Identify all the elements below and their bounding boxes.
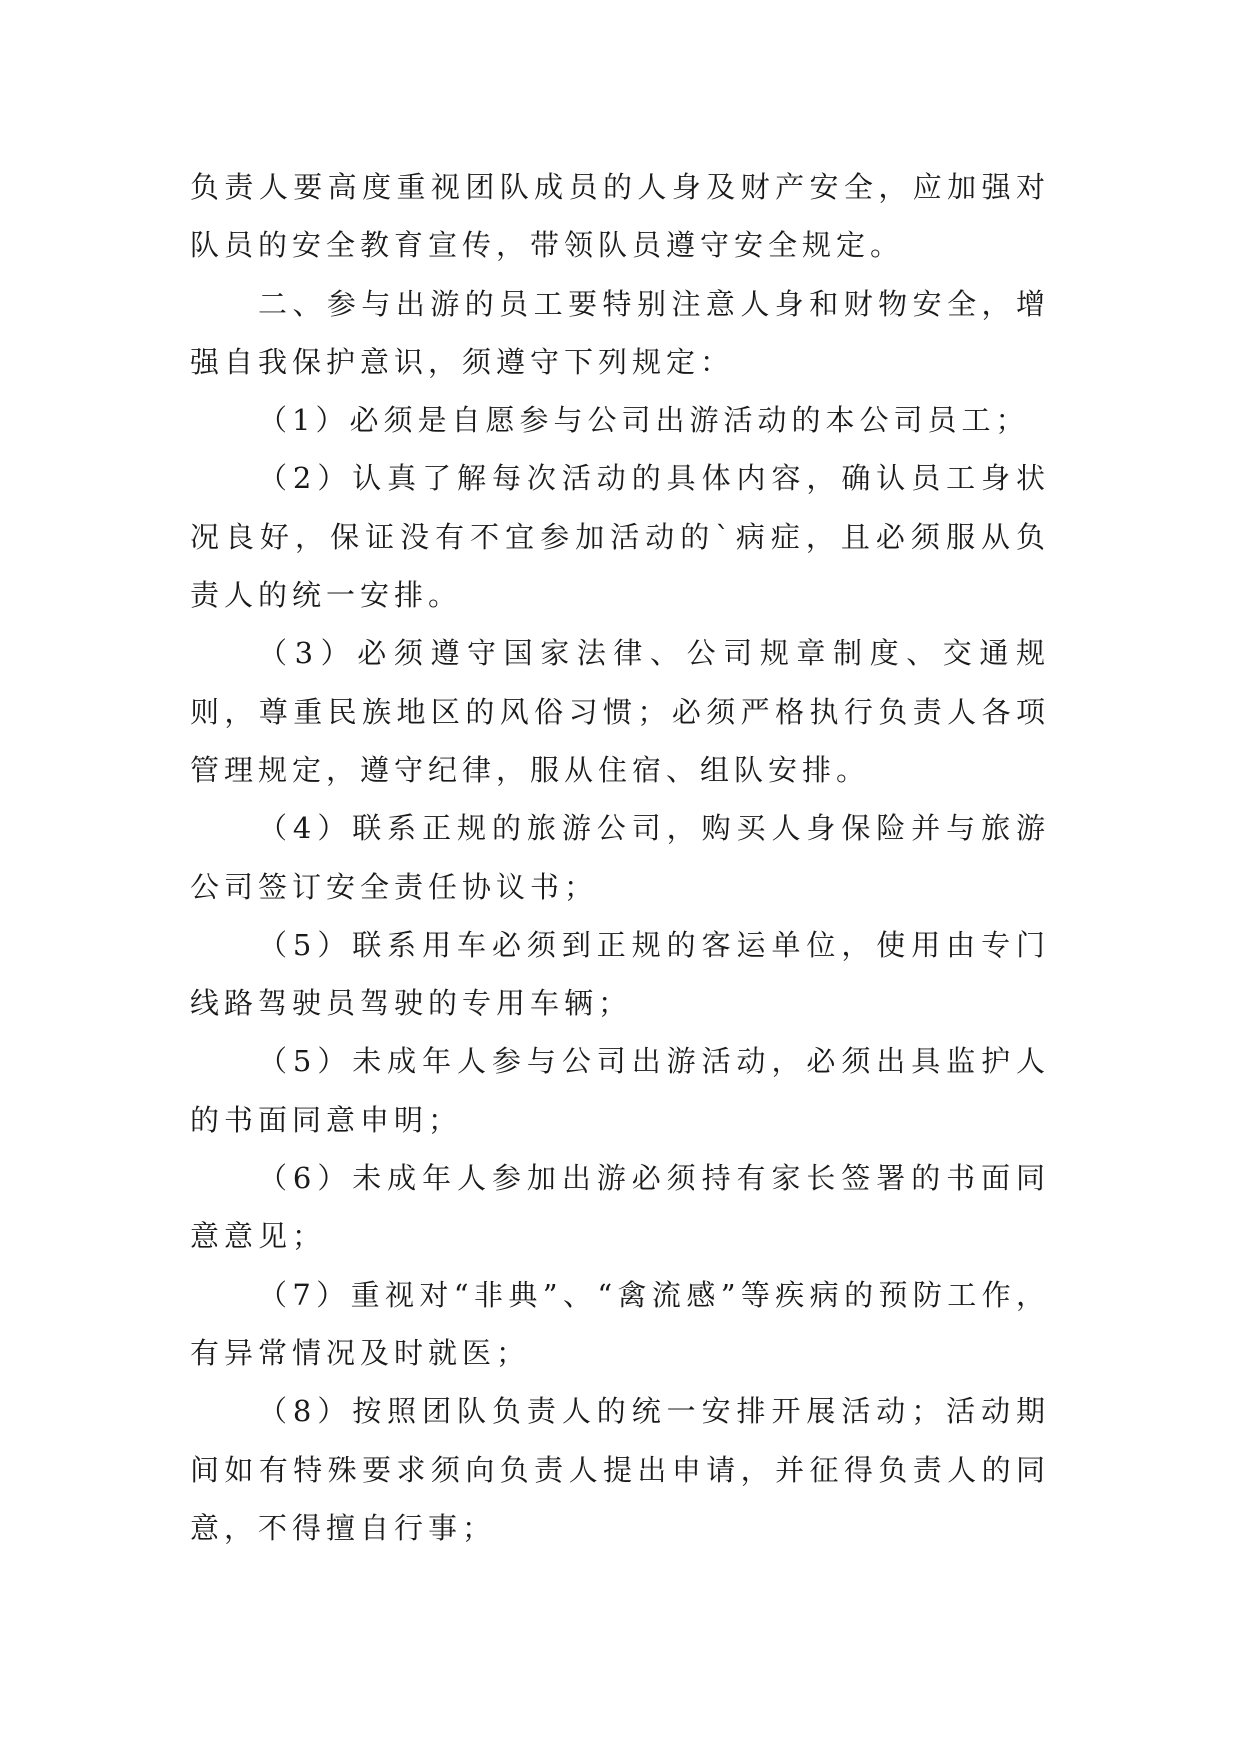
list-item-5b: （5）未成年人参与公司出游活动，必须出具监护人的书面同意申明； <box>190 1044 1050 1137</box>
list-item-3: （3）必须遵守国家法律、公司规章制度、交通规则，尊重民族地区的风俗习惯；必须严格执行负责人各项管理规定，遵守纪律，服从住宿、组队安排。 <box>190 636 1050 787</box>
list-item-2: （2）认真了解每次活动的具体内容，确认员工身状况良好，保证没有不宜参加活动的`病症，且必须服从负责人的统一安排。 <box>190 461 1050 613</box>
list-item-5a: （5）联系用车必须到正规的客运单位，使用由专门线路驾驶员驾驶的专用车辆； <box>190 927 1050 1021</box>
list-item-4: （4）联系正规的旅游公司，购买人身保险并与旅游公司签订安全责任协议书； <box>190 811 1050 904</box>
section-heading-paragraph: 二、参与出游的员工要特别注意人身和财物安全，增强自我保护意识，须遵守下列规定： <box>190 286 1050 379</box>
list-item-1: （1）必须是自愿参与公司出游活动的本公司员工； <box>258 403 1030 438</box>
list-item-8: （8）按照团队负责人的统一安排开展活动；活动期间如有特殊要求须向负责人提出申请，并征得负责人的同意，不得擅自行事； <box>190 1394 1050 1545</box>
list-item-6: （6）未成年人参加出游必须持有家长签署的书面同意意见； <box>190 1161 1050 1254</box>
list-item-7: （7）重视对“非典”、“禽流感”等疾病的预防工作，有异常情况及时就医； <box>190 1277 1050 1370</box>
paragraph: 负责人要高度重视团队成员的人身及财产安全，应加强对队员的安全教育宣传，带领队员遵守安全规定。 <box>190 170 1050 263</box>
document-body <box>190 158 1050 1557</box>
